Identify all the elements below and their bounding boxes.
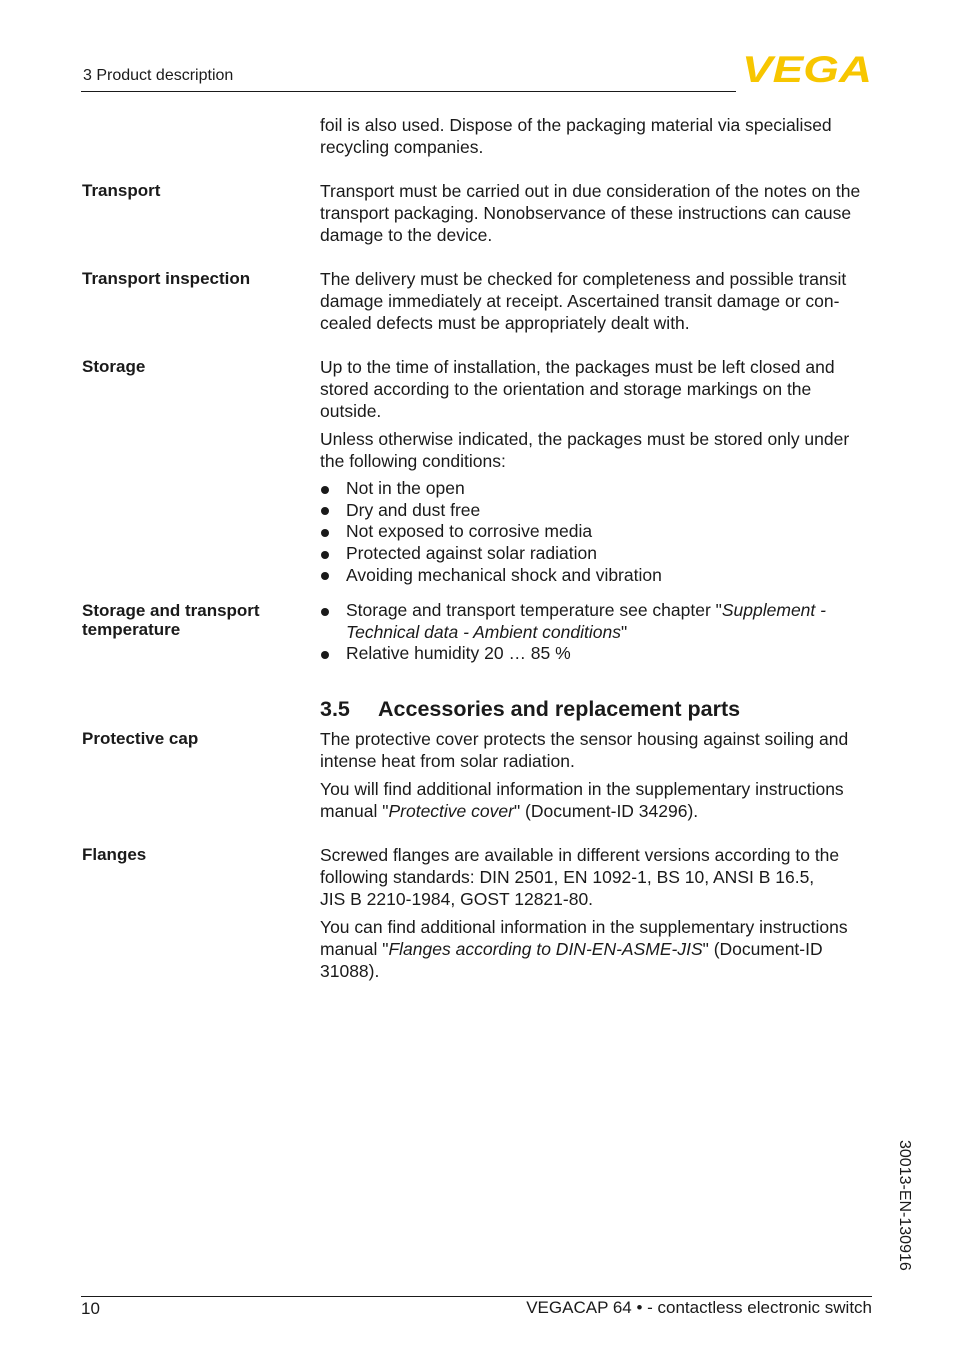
list-item: Relative humidity 20 … 85 %	[320, 643, 875, 665]
inspection-label: Transport inspection	[82, 269, 251, 288]
header-rule	[81, 91, 736, 92]
list-item: Storage and transport temperature see chapter "Supplement - Technical data - Ambient conditions"	[320, 600, 875, 643]
list-item: Not in the open	[320, 478, 875, 500]
logo-text: VEGA	[742, 52, 872, 84]
bullet-icon	[321, 486, 329, 494]
bullet-icon	[321, 608, 329, 616]
inspection-text: The delivery must be checked for completeness and possible transit damage immediately at receipt. Ascertained transit damage or con-cealed defects must be appropriately dealt with.	[320, 269, 847, 333]
flanges-text: Screwed flanges are available in different versions according to the following standards: DIN 2501, EN 1092-1, BS 10, ANSI B 16.5, JIS B 2210-1984, GOST 12821-80. You can find additional information in the supplementary instructions manual "Flanges according to DIN-EN-ASME-JIS" (Document-ID 31088).	[320, 845, 848, 981]
bullet-icon	[321, 551, 329, 559]
storage-label: Storage	[82, 357, 146, 376]
transport-text: Transport must be carried out in due consideration of the notes on the transport packaging. Nonobservance of these instructions can cause damage to the device.	[320, 181, 861, 245]
storage-conditions-list	[320, 478, 875, 587]
section-heading	[320, 697, 740, 722]
list-item: Not exposed to corrosive media	[320, 521, 875, 543]
transport-label: Transport	[82, 181, 161, 200]
list-item: Protected against solar radiation	[320, 543, 875, 565]
document-id: 30013-EN-130916	[896, 1140, 913, 1271]
cap-label: Protective cap	[82, 729, 199, 748]
temperature-label: Storage and transport temperature	[82, 601, 260, 639]
footer-title: VEGACAP 64 • - contactless electronic switch	[526, 1298, 872, 1317]
section-number: 3.5	[320, 697, 350, 721]
footer-rule	[81, 1296, 872, 1297]
bullet-icon	[321, 651, 329, 659]
list-item: Dry and dust free	[320, 500, 875, 522]
page-number: 10	[81, 1299, 100, 1318]
flanges-label: Flanges	[82, 845, 147, 864]
storage-text: Up to the time of installation, the packages must be left closed and stored according to the orientation and storage markings on the outside. Unless otherwise indicated, the packages must be stored only under the following conditions: Not in the open Dry and dust free Not exposed to corrosive media Protected against solar radiation Avoiding mechanical shock and vibration	[320, 356, 875, 587]
temperature-list	[320, 600, 875, 665]
bullet-icon	[321, 572, 329, 580]
bullet-icon	[321, 529, 329, 537]
running-header: 3 Product description	[83, 67, 234, 84]
list-item: Avoiding mechanical shock and vibration	[320, 565, 875, 587]
section-title: Accessories and replacement parts	[378, 697, 741, 721]
temperature-text	[320, 600, 875, 665]
bullet-icon	[321, 507, 329, 515]
vega-logo	[742, 52, 872, 84]
intro-text: foil is also used. Dispose of the packaging material via specialised recycling companies.	[320, 115, 832, 157]
cap-text: The protective cover protects the sensor housing against soiling and intense heat from solar radiation. You will find additional information in the supplementary instructions manual "Protective cover" (Document-ID 34296).	[320, 729, 849, 821]
